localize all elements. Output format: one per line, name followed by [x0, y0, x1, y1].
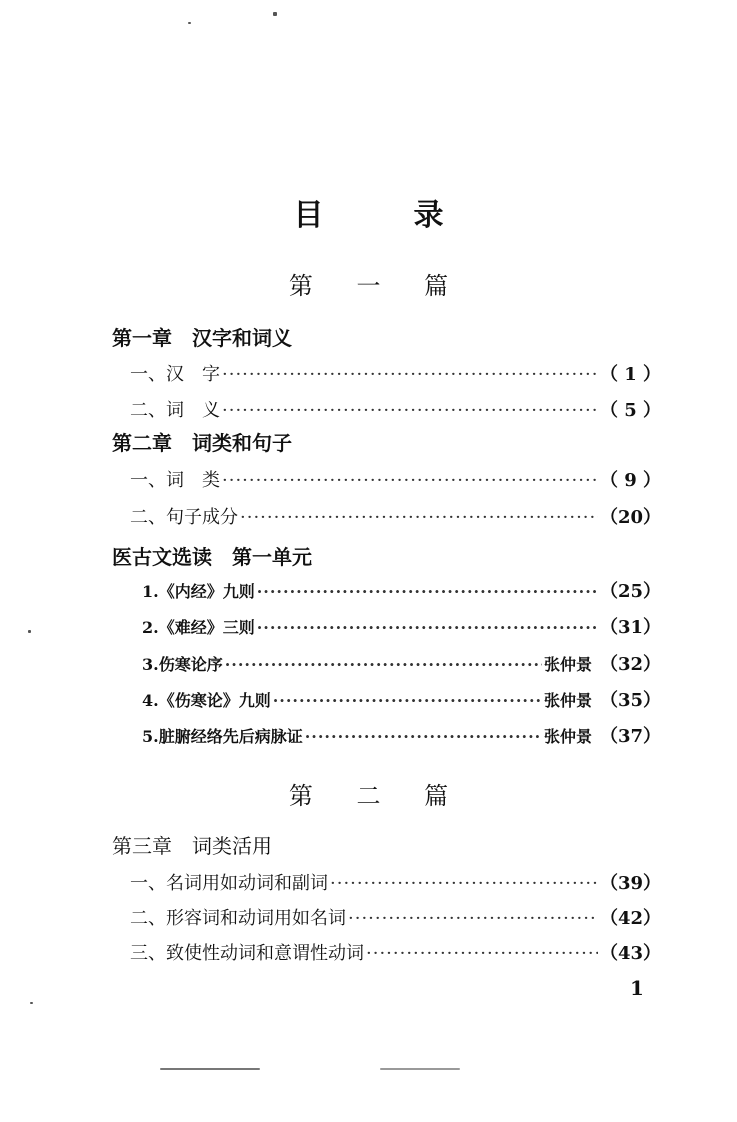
entry-page: （ 5 ） — [600, 400, 662, 421]
scan-speck — [188, 22, 191, 24]
page-title: 目 录 — [293, 198, 474, 233]
leader-dots — [257, 618, 598, 637]
toc-entry[interactable] — [130, 904, 662, 930]
entry-page: （37） — [600, 726, 662, 747]
leader-dots — [222, 400, 598, 421]
entry-label: 二、句子成分 — [130, 507, 238, 528]
entry-author: 张仲景 — [543, 727, 592, 746]
entry-label: 1.《内经》九则 — [142, 582, 255, 601]
entry-label: 三、致使性动词和意谓性动词 — [130, 943, 364, 964]
entry-label: 2.《难经》三则 — [142, 618, 255, 637]
toc-entry[interactable] — [130, 503, 662, 529]
leader-dots — [348, 908, 598, 929]
leader-dots — [225, 655, 542, 674]
chapter-heading-2: 第二章 词类和句子 — [112, 431, 292, 455]
reader-heading-1: 医古文选读 第一单元 — [112, 545, 312, 569]
toc-entry[interactable] — [142, 722, 662, 748]
entry-page: （39） — [600, 873, 662, 894]
scan-line — [380, 1068, 460, 1070]
page-number: 1 — [630, 976, 644, 1000]
part-heading-2: 第 二 篇 — [288, 782, 467, 810]
scan-speck — [30, 1002, 33, 1004]
scan-speck — [28, 630, 31, 633]
toc-entry[interactable] — [130, 939, 662, 965]
entry-page: （ 1 ） — [600, 364, 662, 385]
entry-page: （31） — [600, 617, 662, 638]
toc-entry[interactable] — [130, 869, 662, 895]
toc-entry[interactable] — [142, 650, 662, 676]
entry-page: （42） — [600, 908, 662, 929]
scan-line — [160, 1068, 260, 1070]
entry-label: 5.脏腑经络先后病脉证 — [142, 727, 303, 746]
leader-dots — [366, 943, 598, 964]
part-heading-1: 第 一 篇 — [288, 272, 467, 300]
leader-dots — [273, 691, 542, 710]
entry-label: 一、名词用如动词和副词 — [130, 873, 328, 894]
entry-label: 一、词 类 — [130, 470, 220, 491]
entry-author: 张仲景 — [543, 691, 592, 710]
entry-page: （20） — [600, 507, 662, 528]
toc-entry[interactable] — [130, 360, 662, 386]
toc-entry[interactable] — [142, 577, 662, 603]
chapter-heading-3: 第三章 词类活用 — [112, 834, 272, 858]
entry-page: （32） — [600, 654, 662, 675]
toc-entry[interactable] — [130, 466, 662, 492]
leader-dots — [222, 364, 598, 385]
scan-speck — [273, 12, 277, 16]
leader-dots — [240, 507, 598, 528]
toc-entry[interactable] — [142, 613, 662, 639]
entry-label: 二、词 义 — [130, 400, 220, 421]
entry-label: 二、形容词和动词用如名词 — [130, 908, 346, 929]
leader-dots — [305, 727, 542, 746]
entry-label: 4.《伤寒论》九则 — [142, 691, 271, 710]
leader-dots — [330, 873, 598, 894]
leader-dots — [222, 470, 598, 491]
chapter-heading-1: 第一章 汉字和词义 — [112, 326, 292, 350]
entry-page: （25） — [600, 581, 662, 602]
toc-entry[interactable] — [130, 396, 662, 422]
entry-page: （35） — [600, 690, 662, 711]
entry-page: （ 9 ） — [600, 470, 662, 491]
entry-page: （43） — [600, 943, 662, 964]
leader-dots — [257, 582, 598, 601]
entry-author: 张仲景 — [543, 655, 592, 674]
entry-label: 一、汉 字 — [130, 364, 220, 385]
toc-entry[interactable] — [142, 686, 662, 712]
entry-label: 3.伤寒论序 — [142, 655, 223, 674]
